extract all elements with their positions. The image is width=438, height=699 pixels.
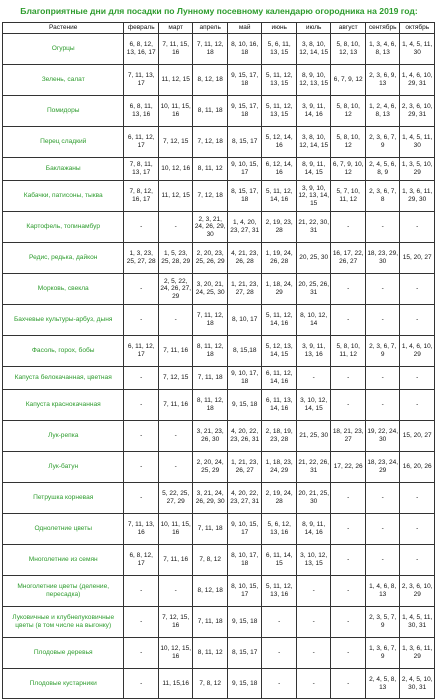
days-cell: -	[124, 390, 159, 421]
table-row	[3, 96, 435, 127]
table-row	[3, 576, 435, 607]
table-row	[3, 34, 435, 65]
days-cell: 1, 3, 23, 25, 27, 28	[124, 243, 159, 274]
days-cell: 2, 3, 21, 24, 26, 29, 30	[193, 212, 228, 243]
table-row	[3, 638, 435, 669]
crop-name: Перец сладкий	[3, 127, 124, 158]
days-cell: 7, 11, 15, 16	[158, 34, 193, 65]
days-cell: -	[262, 638, 297, 669]
days-cell: -	[296, 576, 331, 607]
days-cell: 1, 3, 6, 11, 29	[400, 638, 435, 669]
days-cell: 5, 22, 25, 27, 29	[158, 483, 193, 514]
days-cell: -	[400, 545, 435, 576]
days-cell: 6, 11, 14, 15	[262, 545, 297, 576]
days-cell: -	[124, 483, 159, 514]
days-cell: 6, 7, 9, 10, 12	[331, 158, 366, 181]
days-cell: 8, 11, 12, 18	[193, 390, 228, 421]
crop-name: Плодовые деревья	[3, 638, 124, 669]
days-cell: 7, 11, 18	[193, 367, 228, 390]
days-cell: 5, 12, 13, 14, 15	[262, 336, 297, 367]
days-cell: 8, 12, 18	[193, 576, 228, 607]
column-header-month: февраль	[124, 23, 159, 34]
column-header-month: сентябрь	[365, 23, 400, 34]
days-cell: 1, 4, 5, 11, 30	[400, 127, 435, 158]
days-cell: 5, 12, 14, 16	[262, 127, 297, 158]
days-cell: 16, 17, 22, 26, 27	[331, 243, 366, 274]
days-cell: 20, 21, 25, 30	[296, 483, 331, 514]
days-cell: 9, 15, 17, 18	[227, 65, 262, 96]
days-cell: 1, 18, 24, 29	[262, 274, 297, 305]
column-header-month: июль	[296, 23, 331, 34]
days-cell: -	[331, 483, 366, 514]
days-cell: 4, 21, 23, 26, 28	[227, 243, 262, 274]
crop-name: Лук-репка	[3, 421, 124, 452]
days-cell: -	[400, 390, 435, 421]
days-cell: 18, 21, 23, 27	[331, 421, 366, 452]
table-row	[3, 390, 435, 421]
days-cell: 8, 10, 17	[227, 305, 262, 336]
days-cell: 2, 19, 24, 28	[262, 483, 297, 514]
days-cell: -	[331, 305, 366, 336]
days-cell: 3, 21, 24, 26, 29, 30	[193, 483, 228, 514]
days-cell: -	[124, 607, 159, 638]
column-header-month: май	[227, 23, 262, 34]
days-cell: 1, 19, 24, 26, 28	[262, 243, 297, 274]
column-header-plant: Растение	[3, 23, 124, 34]
days-cell: 1, 5, 23, 25, 28, 29	[158, 243, 193, 274]
days-cell: 8, 11, 12	[193, 158, 228, 181]
days-cell: 10, 12, 15, 16	[158, 638, 193, 669]
days-cell: 3, 10, 12, 13, 15	[296, 545, 331, 576]
days-cell: 2, 19, 23, 28	[262, 212, 297, 243]
days-cell: -	[262, 669, 297, 699]
days-cell: -	[262, 607, 297, 638]
days-cell: 9, 10, 15, 17	[227, 158, 262, 181]
days-cell: 1, 4, 5, 11, 30	[400, 34, 435, 65]
days-cell: 9, 10, 17, 18	[227, 367, 262, 390]
days-cell: -	[400, 367, 435, 390]
days-cell: 8, 10, 12, 14	[296, 305, 331, 336]
days-cell: -	[331, 212, 366, 243]
days-cell: 5, 11, 12, 14, 16	[262, 181, 297, 212]
days-cell: 2, 3, 6, 10, 29	[400, 576, 435, 607]
days-cell: 2, 3, 5, 7, 9	[365, 607, 400, 638]
days-cell: 3, 21, 23, 26, 30	[193, 421, 228, 452]
days-cell: 5, 6, 11, 13, 15	[262, 34, 297, 65]
days-cell: 7, 11, 16	[158, 545, 193, 576]
days-cell: 8, 15, 17, 18	[227, 181, 262, 212]
days-cell: 1, 2, 4, 6, 8, 13	[365, 96, 400, 127]
days-cell: 2, 3, 6, 7, 8	[365, 181, 400, 212]
table-row	[3, 336, 435, 367]
days-cell: -	[365, 545, 400, 576]
days-cell: 9, 15, 17, 18	[227, 96, 262, 127]
days-cell: -	[124, 576, 159, 607]
crop-name: Баклажаны	[3, 158, 124, 181]
crop-name: Петрушка корневая	[3, 483, 124, 514]
days-cell: 7, 11, 13, 17	[124, 65, 159, 96]
days-cell: -	[124, 305, 159, 336]
table-row	[3, 212, 435, 243]
days-cell: -	[331, 514, 366, 545]
days-cell: -	[331, 669, 366, 699]
days-cell: 7, 12, 15	[158, 367, 193, 390]
days-cell: 8, 15,18	[227, 336, 262, 367]
days-cell: 1, 3, 6, 11, 29, 30	[400, 181, 435, 212]
days-cell: -	[296, 367, 331, 390]
days-cell: 8, 15, 17	[227, 127, 262, 158]
days-cell: 7, 12, 18	[193, 181, 228, 212]
days-cell: -	[365, 274, 400, 305]
days-cell: 1, 18, 23, 24, 29	[262, 452, 297, 483]
crop-name: Многолетние цветы (деление, пересадка)	[3, 576, 124, 607]
days-cell: 3, 8, 10, 12, 14, 15	[296, 34, 331, 65]
days-cell: 6, 11, 13, 14, 16	[262, 390, 297, 421]
column-header-month: октябрь	[400, 23, 435, 34]
days-cell: -	[331, 390, 366, 421]
days-cell: 2, 3, 6, 9, 13	[365, 65, 400, 96]
table-body	[3, 34, 435, 699]
days-cell: 1, 4, 6, 10, 29, 31	[400, 65, 435, 96]
days-cell: -	[158, 212, 193, 243]
crop-name: Зелень, салат	[3, 65, 124, 96]
days-cell: 17, 22, 26	[331, 452, 366, 483]
page-title: Благоприятные дни для посадки по Лунному посевному календарю огородника на 2019 год:	[20, 6, 418, 16]
days-cell: -	[331, 638, 366, 669]
days-cell: 1, 4, 6, 10, 29	[400, 336, 435, 367]
days-cell: -	[400, 305, 435, 336]
days-cell: -	[158, 305, 193, 336]
days-cell: -	[365, 483, 400, 514]
days-cell: 6, 11, 12, 17	[124, 336, 159, 367]
days-cell: 7, 8, 12	[193, 545, 228, 576]
days-cell: 1, 4, 6, 8, 13	[365, 576, 400, 607]
days-cell: -	[365, 367, 400, 390]
days-cell: -	[158, 452, 193, 483]
crop-name: Картофель, топинамбур	[3, 212, 124, 243]
days-cell: 2, 4, 5, 6, 8, 9	[365, 158, 400, 181]
days-cell: 21, 25, 30	[296, 421, 331, 452]
days-cell: 8, 12, 18	[193, 65, 228, 96]
days-cell: 10, 11, 15, 16	[158, 514, 193, 545]
table-row	[3, 127, 435, 158]
days-cell: 2, 20, 24, 25, 29	[193, 452, 228, 483]
days-cell: -	[400, 483, 435, 514]
days-cell: 2, 3, 6, 7, 9	[365, 336, 400, 367]
days-cell: 5, 7, 10, 11, 12	[331, 181, 366, 212]
days-cell: 9, 15, 18	[227, 390, 262, 421]
days-cell: 5, 6, 12, 13, 16	[262, 514, 297, 545]
days-cell: 5, 8, 10, 12	[331, 127, 366, 158]
days-cell: -	[124, 274, 159, 305]
days-cell: 2, 3, 6, 7, 9	[365, 127, 400, 158]
days-cell: -	[296, 669, 331, 699]
crop-name: Помидоры	[3, 96, 124, 127]
crop-name: Капуста краснокачанная	[3, 390, 124, 421]
days-cell: 9, 10, 15, 17	[227, 514, 262, 545]
days-cell: 15, 20, 27	[400, 421, 435, 452]
days-cell: 20, 25, 30	[296, 243, 331, 274]
crop-name: Фасоль, горох, бобы	[3, 336, 124, 367]
days-cell: -	[331, 274, 366, 305]
days-cell: -	[365, 305, 400, 336]
table-row	[3, 243, 435, 274]
days-cell: -	[400, 514, 435, 545]
table-row	[3, 514, 435, 545]
days-cell: 7, 11, 18	[193, 514, 228, 545]
days-cell: 2, 20, 23, 25, 26, 29	[193, 243, 228, 274]
table-row	[3, 65, 435, 96]
days-cell: 7, 8, 11, 13, 17	[124, 158, 159, 181]
days-cell: 18, 23, 29, 30	[365, 243, 400, 274]
days-cell: -	[331, 576, 366, 607]
crop-name: Многолетние из семян	[3, 545, 124, 576]
days-cell: -	[158, 576, 193, 607]
days-cell: 8, 11, 12	[193, 638, 228, 669]
days-cell: -	[124, 421, 159, 452]
days-cell: 1, 3, 5, 10, 29	[400, 158, 435, 181]
crop-name: Огурцы	[3, 34, 124, 65]
days-cell: 2, 5, 22, 24, 26, 27, 29	[158, 274, 193, 305]
days-cell: 10, 11, 15, 16	[158, 96, 193, 127]
crop-name: Лук-батун	[3, 452, 124, 483]
table-row	[3, 669, 435, 699]
days-cell: 5, 11, 12, 13, 15	[262, 96, 297, 127]
days-cell: 20, 25, 26, 31	[296, 274, 331, 305]
days-cell: 7, 12, 18	[193, 127, 228, 158]
days-cell: 3, 20, 21, 24, 25, 30	[193, 274, 228, 305]
days-cell: 15, 20, 27	[400, 243, 435, 274]
calendar-table	[2, 22, 435, 699]
days-cell: 7, 11, 16	[158, 336, 193, 367]
days-cell: 1, 4, 5, 11, 30, 31	[400, 607, 435, 638]
table-row	[3, 421, 435, 452]
days-cell: -	[331, 607, 366, 638]
days-cell: 16, 20, 26	[400, 452, 435, 483]
table-row	[3, 545, 435, 576]
days-cell: -	[124, 212, 159, 243]
table-header	[3, 23, 435, 34]
days-cell: 5, 11, 12, 13, 16	[262, 576, 297, 607]
days-cell: 11, 12, 15	[158, 65, 193, 96]
days-cell: 18, 23, 24, 29	[365, 452, 400, 483]
days-cell: -	[400, 212, 435, 243]
days-cell: 5, 11, 12, 13, 15	[262, 65, 297, 96]
days-cell: -	[124, 452, 159, 483]
days-cell: -	[365, 390, 400, 421]
days-cell: -	[331, 545, 366, 576]
days-cell: 9, 15, 18	[227, 607, 262, 638]
days-cell: 11, 15,16	[158, 669, 193, 699]
crop-name: Морковь, свекла	[3, 274, 124, 305]
days-cell: 3, 9, 10, 12, 13, 14, 15	[296, 181, 331, 212]
days-cell: 8, 10, 16, 18	[227, 34, 262, 65]
days-cell: 7, 11, 12, 18	[193, 34, 228, 65]
days-cell: 21, 22, 30, 31	[296, 212, 331, 243]
days-cell: 1, 21, 23, 26, 27	[227, 452, 262, 483]
days-cell: 1, 3, 6, 7, 9	[365, 638, 400, 669]
days-cell: 6, 11, 12, 17	[124, 127, 159, 158]
days-cell: 7, 12, 15	[158, 127, 193, 158]
days-cell: 3, 8, 10, 12, 14, 15	[296, 127, 331, 158]
days-cell: 3, 9, 11, 13, 16	[296, 336, 331, 367]
table-row	[3, 305, 435, 336]
table-row	[3, 483, 435, 514]
days-cell: 2, 4, 5, 10, 30, 31	[400, 669, 435, 699]
days-cell: 7, 12, 15, 16	[158, 607, 193, 638]
days-cell: 7, 8, 12	[193, 669, 228, 699]
table-row	[3, 158, 435, 181]
days-cell: 6, 8, 11, 13, 16	[124, 96, 159, 127]
table-row	[3, 367, 435, 390]
crop-name: Однолетние цветы	[3, 514, 124, 545]
days-cell: 19, 22, 24, 30	[365, 421, 400, 452]
days-cell: 8, 10, 17, 18	[227, 545, 262, 576]
days-cell: 6, 11, 12, 14, 16	[262, 367, 297, 390]
column-header-month: июнь	[262, 23, 297, 34]
days-cell: 8, 9, 11, 14, 15	[296, 158, 331, 181]
days-cell: 4, 20, 22, 23, 27, 31	[227, 483, 262, 514]
days-cell: -	[331, 367, 366, 390]
days-cell: 8, 11, 12, 18	[193, 336, 228, 367]
days-cell: 9, 15, 18	[227, 669, 262, 699]
column-header-month: март	[158, 23, 193, 34]
days-cell: -	[124, 669, 159, 699]
days-cell: 11, 12, 15	[158, 181, 193, 212]
table-row	[3, 607, 435, 638]
days-cell: 6, 8, 12, 17	[124, 545, 159, 576]
days-cell: 5, 8, 10, 12, 13	[331, 34, 366, 65]
days-cell: -	[124, 367, 159, 390]
days-cell: 2, 18, 19, 23, 28	[262, 421, 297, 452]
crop-name: Луковичные и клубнелуковичные цветы (в том числе на выгонку)	[3, 607, 124, 638]
days-cell: -	[124, 638, 159, 669]
days-cell: 21, 22, 26, 31	[296, 452, 331, 483]
table-row	[3, 274, 435, 305]
days-cell: -	[400, 274, 435, 305]
days-cell: 1, 3, 4, 6, 8, 13	[365, 34, 400, 65]
days-cell: -	[158, 421, 193, 452]
days-cell: 3, 9, 11, 14, 16	[296, 96, 331, 127]
table-row	[3, 452, 435, 483]
days-cell: 4, 20, 22, 23, 26, 31	[227, 421, 262, 452]
days-cell: 8, 10, 15, 17	[227, 576, 262, 607]
days-cell: 1, 4, 20, 23, 27, 31	[227, 212, 262, 243]
crop-name: Бахчевые культуры-арбуз, дыня	[3, 305, 124, 336]
days-cell: 5, 8, 10, 11, 12	[331, 336, 366, 367]
days-cell: 7, 11, 12, 18	[193, 305, 228, 336]
days-cell: 10, 12, 16	[158, 158, 193, 181]
days-cell: 5, 8, 10, 12	[331, 96, 366, 127]
table-row	[3, 181, 435, 212]
days-cell: 8, 9, 11, 14, 16	[296, 514, 331, 545]
crop-name: Кабачки, патисоны, тыква	[3, 181, 124, 212]
days-cell: 5, 11, 12, 14, 16	[262, 305, 297, 336]
header-row	[3, 23, 435, 34]
crop-name: Плодовые кустарники	[3, 669, 124, 699]
days-cell: -	[365, 514, 400, 545]
days-cell: 3, 10, 12, 14, 15	[296, 390, 331, 421]
days-cell: 7, 11, 13, 16	[124, 514, 159, 545]
column-header-month: август	[331, 23, 366, 34]
days-cell: 8, 15, 17	[227, 638, 262, 669]
crop-name: Капуста белокачанная, цветная	[3, 367, 124, 390]
days-cell: 6, 12, 14, 16	[262, 158, 297, 181]
days-cell: 2, 3, 6, 10, 29, 31	[400, 96, 435, 127]
days-cell: -	[296, 638, 331, 669]
days-cell: 7, 11, 16	[158, 390, 193, 421]
days-cell: 6, 8, 12, 13, 16, 17	[124, 34, 159, 65]
days-cell: 6, 7, 9, 12	[331, 65, 366, 96]
days-cell: 2, 4, 5, 8, 13	[365, 669, 400, 699]
days-cell: 1, 21, 23, 27, 28	[227, 274, 262, 305]
days-cell: -	[296, 607, 331, 638]
crop-name: Редис, редька, дайкон	[3, 243, 124, 274]
days-cell: 7, 8, 12, 16, 17	[124, 181, 159, 212]
days-cell: 7, 11, 18	[193, 607, 228, 638]
column-header-month: апрель	[193, 23, 228, 34]
days-cell: -	[365, 212, 400, 243]
days-cell: 8, 11, 18	[193, 96, 228, 127]
days-cell: 8, 9, 10, 12, 13, 15	[296, 65, 331, 96]
